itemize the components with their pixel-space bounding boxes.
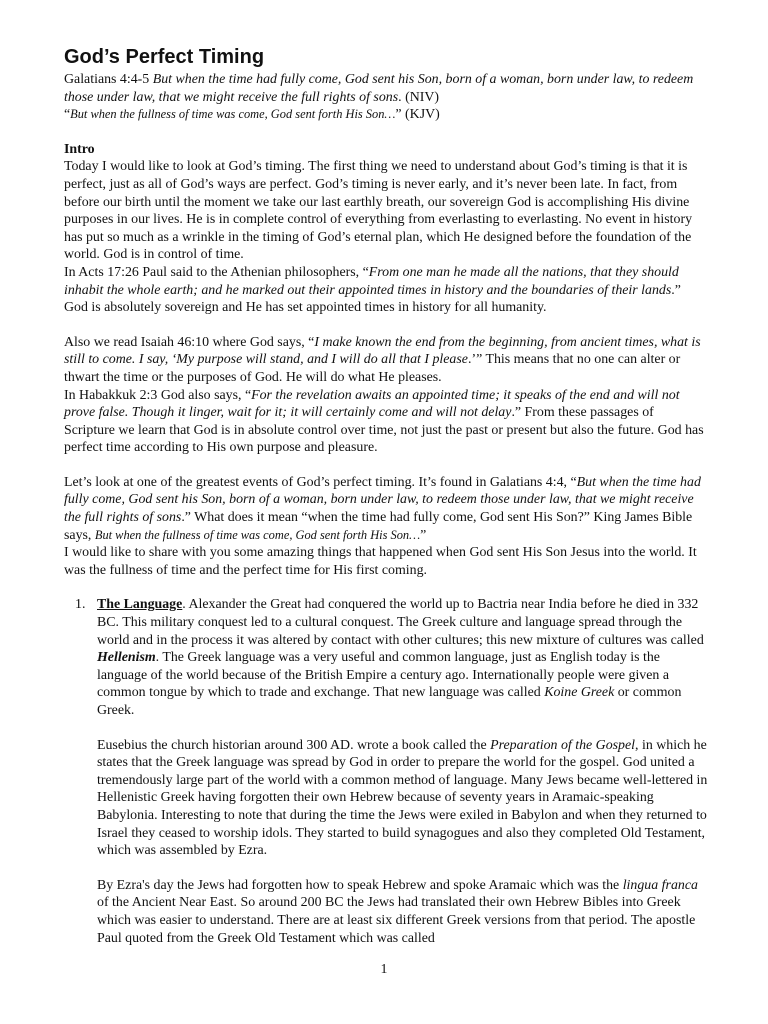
document-page	[64, 44, 708, 947]
scripture-reference-niv	[64, 71, 708, 106]
galatians-paragraph: Let’s look at one of the greatest events of God’s perfect timing. It’s found in Galatians 4:4, “But when the time had fully come, God sent his Son, born of a woman, born under law, to redeem those under law, that we might receive the full rights of sons.” What does it mean “when the time had fully come, God sent His Son?” King James Bible says, But when the fullness of time was come, God sent forth His Son…”	[64, 474, 701, 543]
term-lingua-franca: lingua franca	[622, 877, 698, 893]
scripture-quote: But when the time had fully come, God sent his Son, born of a woman, born under law, to redeem those under law, that we might receive the full rights of sons	[64, 72, 694, 105]
list-number: 1.	[75, 597, 86, 613]
acts-paragraph: In Acts 17:26 Paul said to the Athenian philosophers, “From one man he made all the nations, that they should inhabit the whole earth; and he marked out their appointed times in history and the boundaries of their lands.” God is absolutely sovereign and He has set appointed times in history for all humanity.	[64, 264, 681, 316]
language-paragraph-1: The Language. Alexander the Great had conquered the world up to Bactria near India before he died in 332 BC. This military conquest led to a cultural conquest. The Greek culture and language spread through the world and in the process it was altered by contact with other cultures; this new mixture of cultures was called Hellenism. The Greek language was a very useful and common language, just as English today is the language of the world because of the British Empire a century ago. Internationally people were given a common tongue by which to trade and exchange. That new language was called Koine Greek or common Greek.	[97, 597, 704, 718]
document-title: God’s Perfect Timing	[64, 46, 265, 68]
scripture-quote: From one man he made all the nations, that they should inhabit the whole earth; and he marked out their appointed times in history and the boundaries of their lands	[64, 264, 679, 298]
intro-heading: Intro	[64, 141, 95, 157]
scripture-quote: For the revelation awaits an appointed time; it speaks of the end and will not prove false. Though it linger, wait for it; it will certainly come and will not delay	[64, 387, 680, 421]
page-number: 1	[380, 962, 388, 977]
intro-paragraph: Today I would like to look at God’s timing. The first thing we need to understand about God’s timing is that it is perfect, just as all of God’s ways are perfect. God’s timing is never early, and it’s never been late. In fact, from before our birth until the moment we take our last earthly breath, our sovereign God is accomplishing His divine purposes in our lives. He is in complete control of everything from everlasting to everlasting. No event in history has put so much as a wrinkle in the timing of God’s eternal plan, which He designed before the foundation of the world. God is in control of time.	[64, 159, 693, 263]
habakkuk-paragraph: In Habakkuk 2:3 God also says, “For the revelation awaits an appointed time; it speaks of the end and will not prove false. Though it linger, wait for it; it will certainly come and will not delay.” From these passages of Scripture we learn that God is in absolute control over time, not just the past or present but also the future. God has perfect time according to His own purpose and pleasure.	[64, 387, 704, 456]
reference-label: Galatians 4:4-5	[64, 72, 153, 87]
scripture-reference-kjv: “But when the fullness of time was come, God sent forth His Son…” (KJV)	[64, 107, 440, 123]
language-paragraph-3: By Ezra's day the Jews had forgotten how to speak Hebrew and spoke Aramaic which was the lingua franca of the Ancient Near East. So around 200 BC the Jews had translated their own Hebrew Bibles into Greek which was easier to understand. There are at least six different Greek versions from that period. The apostle Paul quoted from the Greek Old Testament which was called	[97, 877, 698, 946]
share-paragraph: I would like to share with you some amazing things that happened when God sent His Son Jesus into the world. It was the fullness of time and the perfect time for His first coming.	[64, 545, 697, 578]
isaiah-paragraph: Also we read Isaiah 46:10 where God says, “I make known the end from the beginning, from ancient times, what is still to come. I say, ‘My purpose will stand, and I will do all that I please.’” This means that no one can alter or thwart the time or the purposes of God. He will do what He pleases.	[64, 334, 701, 385]
list-item	[64, 596, 708, 947]
term-koine: Koine Greek	[544, 685, 615, 701]
section-label: The Language	[97, 597, 183, 613]
version-tag: ” (KJV)	[395, 107, 440, 123]
version-tag: . (NIV)	[398, 89, 440, 105]
book-title: Preparation of the Gospel	[490, 737, 636, 753]
scripture-quote: I make known the end from the beginning, from ancient times, what is still to come. I say, ‘My purpose will stand, and I will do all that I please	[64, 334, 701, 368]
term-hellenism: Hellenism	[97, 650, 156, 666]
scripture-quote: But when the fullness of time was come, God sent forth His Son…	[70, 107, 396, 122]
scripture-quote: But when the time had fully come, God sent his Son, born of a woman, born under law, to redeem those under law, that we might receive the full rights of sons	[64, 474, 701, 526]
kjv-quote: But when the fullness of time was come, God sent forth His Son…	[94, 527, 421, 542]
language-paragraph-2: Eusebius the church historian around 300 AD. wrote a book called the Preparation of the Gospel, in which he states that the Greek language was spread by God in order to prepare the world for the gospel. God united a tremendously large part of the world with a common method of language. Many Jews became well-lettered in Hellenistic Greek having forgotten their own Hebrew because of seventy years in Aramaic-speaking Babylonia. Interesting to note that during the time the Jews were exiled in Babylon and when they returned to Israel they ceased to worship idols. They started to build synagogues and also they completed Old Testament, which was assembled by Ezra.	[97, 737, 708, 859]
numbered-list	[64, 596, 708, 947]
